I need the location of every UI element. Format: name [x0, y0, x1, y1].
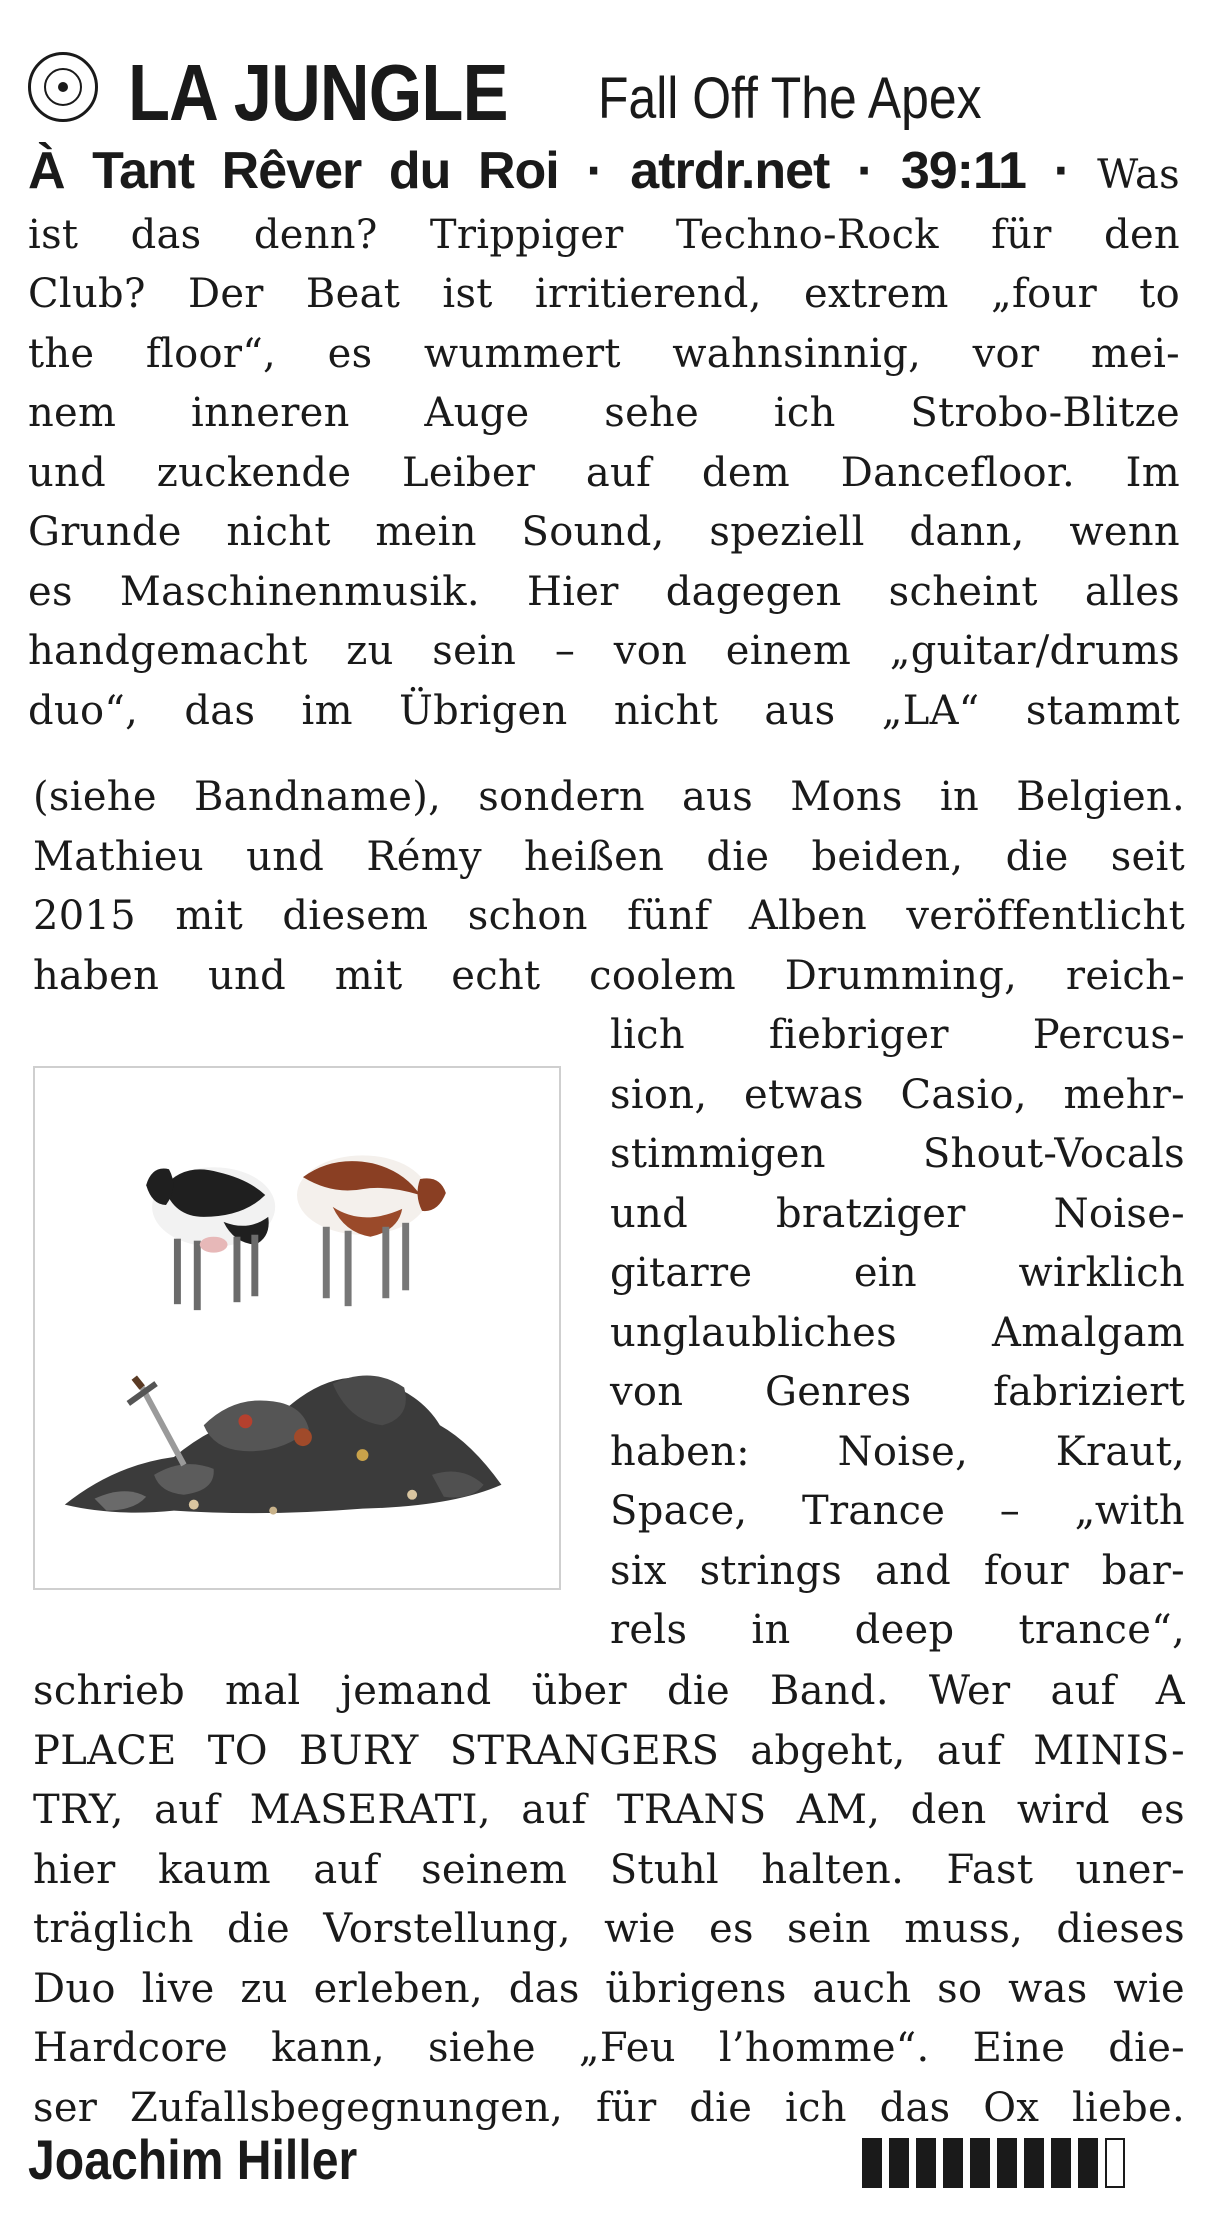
review-author: Joachim Hiller: [28, 2128, 358, 2191]
rating-bar-filled: [1024, 2138, 1044, 2188]
rating-bar-empty: [1105, 2138, 1125, 2188]
text-line: und zuckende Leiber auf dem Dancefloor. Im: [28, 449, 1180, 496]
text-line: es Maschinenmusik. Hier dagegen scheint alles: [28, 568, 1180, 615]
review-text-bottom: [33, 1662, 1185, 2138]
text-line: Space, Trance – „with: [610, 1488, 1185, 1534]
album-title: Fall Off The Apex: [598, 66, 982, 131]
text-line: träglich die Vorstellung, wie es sein muss, dieses: [33, 1906, 1185, 1952]
review-text-middle: [33, 768, 1185, 1006]
text-line: TRY, auf MASERATI, auf TRANS AM, den wird es: [33, 1787, 1185, 1833]
text-line: duo“, das im Übrigen nicht aus „LA“ stammt: [28, 687, 1180, 734]
text-line: (siehe Bandname), sondern aus Mons in Belgien.: [33, 774, 1185, 820]
text-line: haben und mit echt coolem Drumming, reich-: [33, 952, 1185, 999]
rating-bar-filled: [889, 2138, 909, 2188]
text-line: sion, etwas Casio, mehr-: [610, 1071, 1185, 1118]
text-line: Hardcore kann, siehe „Feu l’homme“. Eine die-: [33, 2025, 1185, 2071]
text-line: PLACE TO BURY STRANGERS abgeht, auf MINIS-: [33, 1727, 1185, 1774]
text-line: und bratziger Noise-: [610, 1190, 1185, 1237]
rating-bar-filled: [1078, 2138, 1098, 2188]
text-line: ist das denn? Trippiger Techno-Rock für den: [28, 211, 1180, 258]
release-meta: À Tant Rêver du Roi · atrdr.net · 39:11 ·: [28, 142, 1070, 200]
text-line: Duo live zu erleben, das übrigens auch so was wie: [33, 1965, 1185, 2012]
rating-bar-filled: [943, 2138, 963, 2188]
rating-bar-filled: [916, 2138, 936, 2188]
cd-icon: [28, 52, 98, 122]
text-line: Club? Der Beat ist irritierend, extrem „four to: [28, 271, 1180, 317]
text-line: schrieb mal jemand über die Band. Wer auf A: [33, 1668, 1185, 1714]
text-line: handgemacht zu sein – von einem „guitar/drums: [28, 628, 1180, 674]
text-line: nem inneren Auge sehe ich Strobo-Blitze: [28, 390, 1180, 436]
text-line: lich fiebriger Percus-: [610, 1012, 1185, 1058]
review-text-top: [28, 142, 1180, 741]
text-line: the floor“, es wummert wahnsinnig, vor mei-: [28, 330, 1180, 377]
text-line: six strings and four bar-: [610, 1547, 1185, 1594]
text-line-fragment: Was: [1097, 152, 1181, 198]
text-line: [28, 142, 1180, 206]
text-line: gitarre ein wirklich: [610, 1250, 1185, 1296]
text-line: unglaubliches Amalgam: [610, 1309, 1185, 1356]
review-header: [28, 48, 1188, 148]
rating-bar-filled: [862, 2138, 882, 2188]
album-cover-image: [33, 1066, 561, 1590]
review-text-side: [610, 1006, 1185, 1661]
text-line: Grunde nicht mein Sound, speziell dann, wenn: [28, 509, 1180, 555]
rating-bars: [862, 2138, 1125, 2188]
band-name: LA JUNGLE: [128, 48, 508, 137]
text-line: rels in deep trance“,: [610, 1607, 1185, 1653]
text-line: hier kaum auf seinem Stuhl halten. Fast uner-: [33, 1846, 1185, 1893]
text-line: 2015 mit diesem schon fünf Alben veröffentlicht: [33, 893, 1185, 939]
text-line: von Genres fabriziert: [610, 1369, 1185, 1415]
rating-bar-filled: [970, 2138, 990, 2188]
text-line: stimmigen Shout-Vocals: [610, 1131, 1185, 1177]
rating-bar-filled: [1051, 2138, 1071, 2188]
text-line: Mathieu und Rémy heißen die beiden, die seit: [33, 833, 1185, 880]
text-line: ser Zufallsbegegnungen, für die ich das Ox liebe.: [33, 2084, 1185, 2131]
rating-bar-filled: [997, 2138, 1017, 2188]
text-line: haben: Noise, Kraut,: [610, 1428, 1185, 1475]
